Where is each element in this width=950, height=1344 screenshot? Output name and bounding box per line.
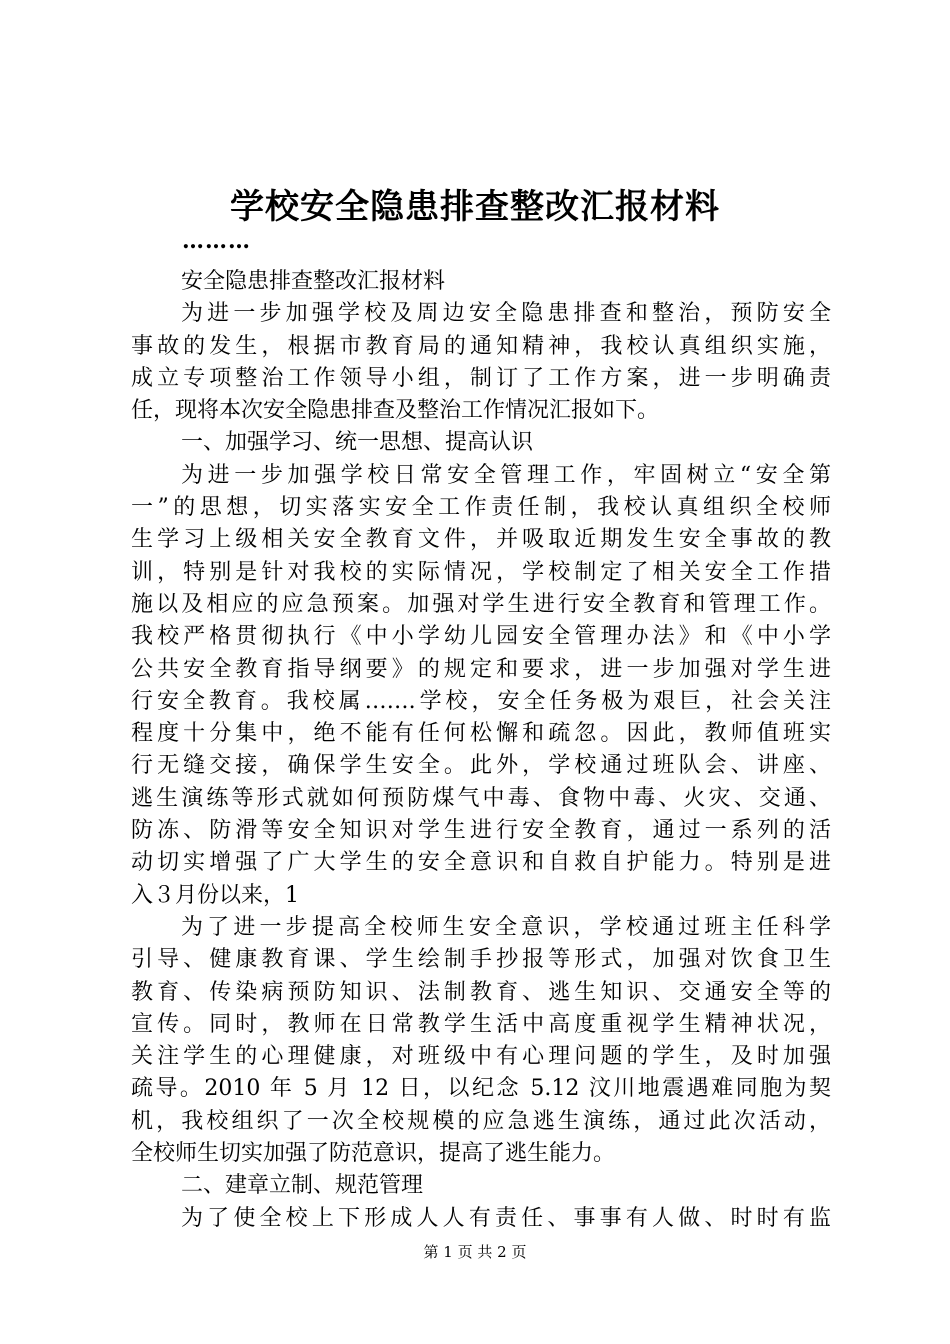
body-line: 动切实增强了广大学生的安全意识和自救自护能力。特别是进 [131, 850, 831, 876]
body-line: 疏导。2010 年 5 月 12 日，以纪念 5.12 汶川地震遇难同胞为契 [131, 1076, 831, 1102]
body-line: 为进一步加强学校日常安全管理工作，牢固树立“安全第 [181, 462, 831, 488]
body-line: 为了进一步提高全校师生安全意识，学校通过班主任科学 [181, 914, 831, 940]
body-line: 一、加强学习、统一思想、提高认识 [181, 430, 534, 456]
body-line: 关注学生的心理健康，对班级中有心理问题的学生，及时加强 [131, 1044, 831, 1070]
body-line: 一”的思想，切实落实安全工作责任制，我校认真组织全校师 [131, 495, 831, 521]
body-line: 行安全教育。我校属…….学校，安全任务极为艰巨，社会关注 [131, 688, 831, 714]
body-line: 任，现将本次安全隐患排查及整治工作情况汇报如下。 [131, 398, 660, 424]
body-line: 宣传。同时，教师在日常教学生活中高度重视学生精神状况， [131, 1011, 831, 1037]
body-line: 成立专项整治工作领导小组，制订了工作方案，进一步明确责 [131, 365, 831, 391]
body-line: 生学习上级相关安全教育文件，并吸取近期发生安全事故的教 [131, 527, 831, 553]
body-line: 引导、健康教育课、学生绘制手抄报等形式，加强对饮食卫生 [131, 947, 831, 973]
body-line: 机，我校组织了一次全校规模的应急逃生演练，通过此次活动， [131, 1108, 831, 1134]
body-line: 防冻、防滑等安全知识对学生进行安全教育，通过一系列的活 [131, 818, 831, 844]
document-title: 学校安全隐患排查整改汇报材料 [230, 187, 720, 227]
page-footer: 第 1 页 共 2 页 [423, 1243, 527, 1261]
body-line: 教育、传染病预防知识、法制教育、逃生知识、交通安全等的 [131, 979, 831, 1005]
body-line: 逃生演练等形式就如何预防煤气中毒、食物中毒、火灾、交通、 [131, 785, 831, 811]
body-line: 公共安全教育指导纲要》的规定和要求，进一步加强对学生进 [131, 656, 831, 682]
body-line: 施以及相应的应急预案。加强对学生进行安全教育和管理工作。 [131, 591, 831, 617]
body-line: 行无缝交接，确保学生安全。此外，学校通过班队会、讲座、 [131, 753, 831, 779]
body-line: 安全隐患排查整改汇报材料 [181, 269, 446, 294]
body-line: 我校严格贯彻执行《中小学幼儿园安全管理办法》和《中小学 [131, 624, 831, 650]
body-line: 二、建章立制、规范管理 [181, 1173, 424, 1199]
document-body [131, 266, 831, 1235]
body-line: 入３月份以来，1 [131, 882, 299, 908]
title-ellipsis: ……… [182, 228, 251, 254]
body-line: 事故的发生，根据市教育局的通知精神，我校认真组织实施， [131, 333, 831, 359]
body-line: 为了使全校上下形成人人有责任、事事有人做、时时有监 [181, 1205, 831, 1231]
body-line: 程度十分集中，绝不能有任何松懈和疏忽。因此，教师值班实 [131, 721, 831, 747]
body-line: 为进一步加强学校及周边安全隐患排查和整治，预防安全 [181, 301, 831, 327]
body-line: 训，特别是针对我校的实际情况，学校制定了相关安全工作措 [131, 559, 831, 585]
body-line: 全校师生切实加强了防范意识，提高了逃生能力。 [131, 1141, 616, 1167]
